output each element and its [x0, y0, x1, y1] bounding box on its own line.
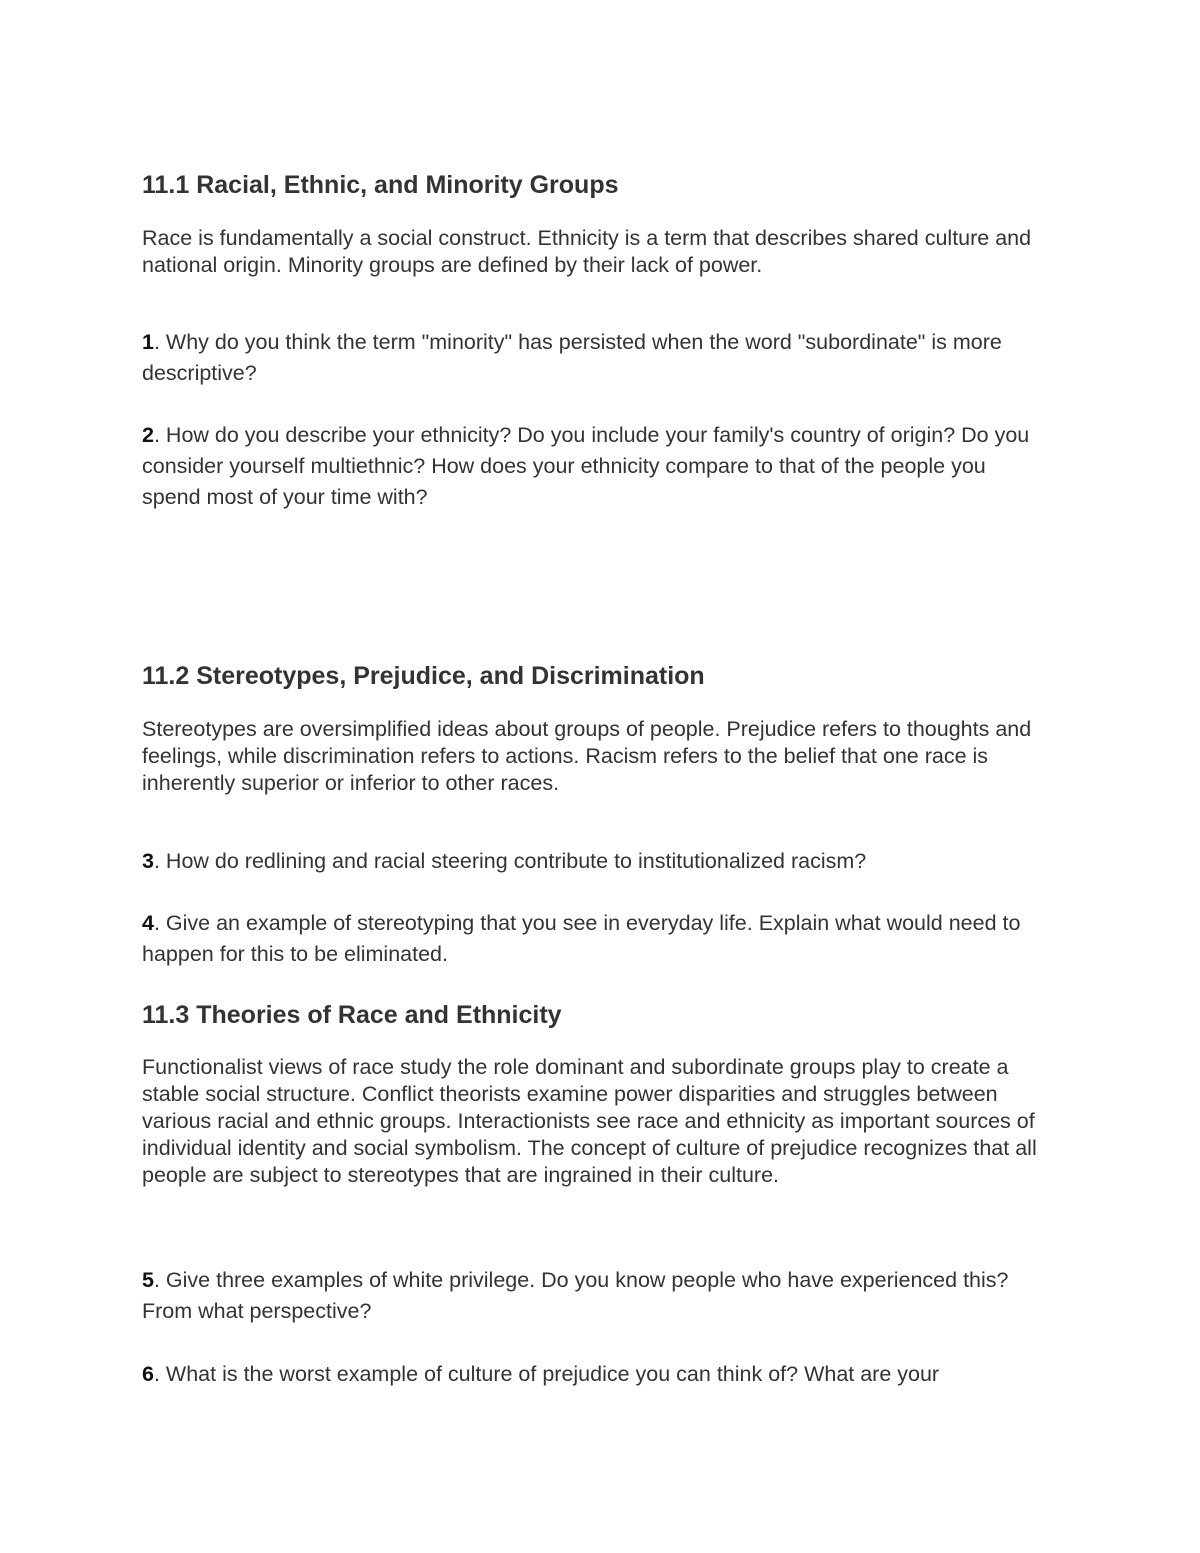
question-item [142, 1359, 1042, 1390]
section-heading: 11.1 Racial, Ethnic, and Minority Groups [142, 171, 619, 199]
section-summary: Functionalist views of race study the role dominant and subordinate groups play to create a stable social structure. Conflict theorists examine power disparities and struggles between various racial and ethnic groups. Interactionists see race and ethnicity as important sources of individual identity and social symbolism. The concept of culture of prejudice recognizes that all people are subject to stereotypes that are ingrained in their culture. [142, 1055, 1037, 1187]
question-number: 5 [142, 1268, 154, 1292]
question-text: . Give an example of stereotyping that you see in everyday life. Explain what would need to happen for this to be eliminated. [142, 911, 1021, 966]
question-item [142, 1265, 1042, 1327]
section-heading: 11.2 Stereotypes, Prejudice, and Discrimination [142, 662, 705, 690]
question-number: 6 [142, 1362, 154, 1386]
section-summary: Stereotypes are oversimplified ideas about groups of people. Prejudice refers to thoughts and feelings, while discrimination refers to actions. Racism refers to the belief that one race is inherently superior or inferior to other races. [142, 717, 1032, 795]
question-item [142, 908, 1042, 970]
section-heading: 11.3 Theories of Race and Ethnicity [142, 1001, 562, 1029]
question-item [142, 846, 1042, 877]
question-number: 1 [142, 330, 154, 354]
question-text: . Give three examples of white privilege. Do you know people who have experienced this? From what perspective? [142, 1268, 1009, 1323]
question-text: . How do you describe your ethnicity? Do you include your family's country of origin? Do you consider yourself multiethnic? How does your ethnicity compare to that of the people you spend most of your time with? [142, 423, 1030, 509]
question-item [142, 420, 1042, 513]
question-text: . How do redlining and racial steering contribute to institutionalized racism? [153, 849, 867, 873]
question-number: 2 [142, 423, 154, 447]
question-text: . Why do you think the term "minority" has persisted when the word "subordinate" is more descriptive? [142, 330, 1002, 385]
section-summary: Race is fundamentally a social construct. Ethnicity is a term that describes shared culture and national origin. Minority groups are defined by their lack of power. [142, 226, 1032, 277]
question-item [142, 327, 1042, 389]
question-number: 3 [142, 849, 154, 873]
question-number: 4 [142, 911, 154, 935]
question-text: . What is the worst example of culture of prejudice you can think of? What are your [153, 1362, 940, 1386]
